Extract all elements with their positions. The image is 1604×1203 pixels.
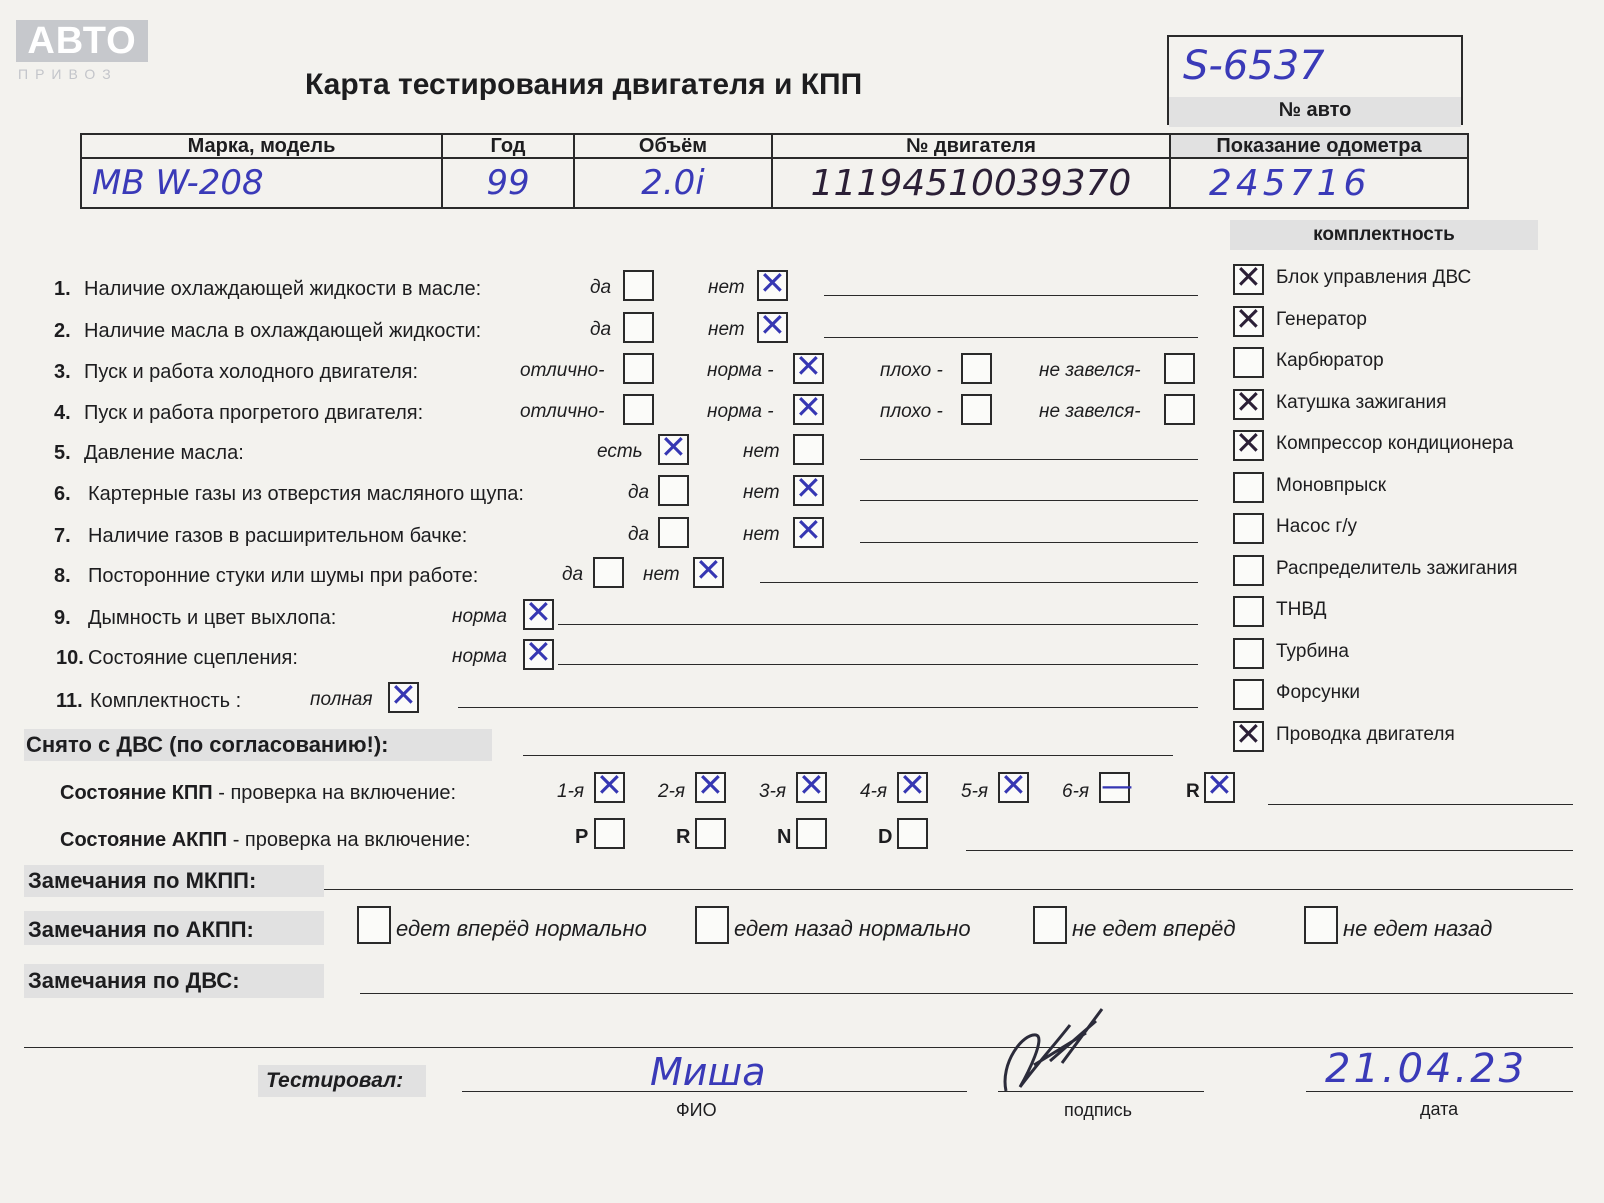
- row-label: Пуск и работа холодного двигателя:: [84, 361, 419, 383]
- row-option-label: норма: [452, 646, 507, 667]
- vehicle-info-table: [80, 133, 1469, 209]
- position-checkbox[interactable]: [897, 818, 928, 849]
- row-option-label: норма -: [707, 360, 774, 381]
- completeness-item-label: Катушка зажигания: [1276, 391, 1447, 413]
- engine-number-value: 11194510039370: [810, 162, 1132, 204]
- manual-gearbox-line: [1268, 804, 1573, 805]
- row-answer-line: [860, 542, 1198, 543]
- row-number: 6.: [54, 483, 71, 505]
- row-10-opt1-checkbox-mark: ✕: [525, 633, 552, 671]
- akpp-remark-checkbox[interactable]: [1033, 906, 1067, 944]
- remarks-dvs-line: [360, 993, 1573, 994]
- row-label: Наличие газов в расширительном бачке:: [88, 525, 468, 547]
- row-8-opt2-checkbox-mark: ✕: [695, 551, 722, 589]
- completeness-checkbox[interactable]: [1233, 472, 1264, 503]
- row-number: 9.: [54, 607, 71, 629]
- row-answer-line: [860, 459, 1198, 460]
- akpp-remark-label: едет вперёд нормально: [396, 916, 647, 941]
- row-number: 5.: [54, 442, 71, 464]
- row-option-label: не завелся-: [1039, 401, 1141, 422]
- logo-subtitle: ПРИВОЗ: [18, 66, 118, 82]
- row-label: Давление масла:: [84, 442, 244, 464]
- completeness-checkbox-mark: ✕: [1235, 382, 1262, 421]
- remarks-akpp-label: Замечания по АКПП:: [28, 917, 254, 942]
- row-5-opt2-checkbox[interactable]: [793, 434, 824, 465]
- volume-value: 2.0i: [641, 163, 705, 203]
- row-number: 11.: [56, 690, 83, 712]
- row-label: Посторонние стуки или шумы при работе:: [88, 565, 479, 587]
- make-value: MB W-208: [92, 163, 264, 203]
- gear-label: 2-я: [658, 781, 686, 802]
- row-number: 8.: [54, 565, 71, 587]
- auto-gearbox-label: Состояние АКПП - проверка на включение:: [60, 829, 471, 851]
- row-label: Состояние сцепления:: [88, 647, 298, 669]
- row-option-label: да: [590, 277, 612, 298]
- position-label: D: [878, 826, 893, 848]
- position-checkbox[interactable]: [796, 818, 827, 849]
- position-label: N: [777, 826, 792, 848]
- akpp-remark-checkbox[interactable]: [1304, 906, 1338, 944]
- row-number: 4.: [54, 402, 71, 424]
- completeness-checkbox-mark: ✕: [1235, 258, 1262, 296]
- row-option-label: норма: [452, 606, 507, 627]
- car-number-box: [1167, 35, 1463, 125]
- row-3-opt4-checkbox[interactable]: [1164, 353, 1195, 384]
- row-7-opt2-checkbox-mark: ✕: [795, 511, 822, 549]
- row-option-label: да: [628, 482, 650, 503]
- row-option-label: да: [562, 564, 584, 585]
- row-4-opt1-checkbox[interactable]: [623, 394, 654, 425]
- row-answer-line: [458, 707, 1198, 708]
- completeness-checkbox[interactable]: [1233, 679, 1264, 710]
- row-label: Пуск и работа прогретого двигателя:: [84, 402, 424, 424]
- year-label: Год: [490, 135, 526, 157]
- row-option-label: отлично-: [520, 360, 605, 381]
- date-label: дата: [1420, 1099, 1459, 1119]
- row-3-opt3-checkbox[interactable]: [961, 353, 992, 384]
- row-4-opt3-checkbox[interactable]: [961, 394, 992, 425]
- signature: [998, 1003, 1108, 1098]
- row-answer-line: [824, 295, 1198, 296]
- engine-number-label: № двигателя: [906, 135, 1036, 157]
- car-number-value: S-6537: [1183, 43, 1325, 89]
- gear-label: R: [1186, 781, 1200, 802]
- row-option-label: нет: [743, 524, 780, 545]
- position-checkbox[interactable]: [594, 818, 625, 849]
- row-3-opt2-checkbox-mark: ✕: [795, 347, 822, 385]
- row-label: Наличие масла в охлаждающей жидкости:: [84, 320, 482, 342]
- akpp-remark-checkbox[interactable]: [357, 906, 391, 944]
- remarks-mkpp-line: [324, 889, 1573, 890]
- page-title: Карта тестирования двигателя и КПП: [305, 68, 863, 101]
- row-2-opt1-checkbox[interactable]: [623, 312, 654, 343]
- row-4-opt2-checkbox-mark: ✕: [795, 388, 822, 426]
- remarks-mkpp-label: Замечания по МКПП:: [28, 868, 257, 893]
- row-number: 7.: [54, 525, 71, 547]
- year-value: 99: [486, 163, 530, 203]
- row-answer-line: [860, 500, 1198, 501]
- gear-checkbox-mark: —: [1101, 766, 1133, 804]
- row-number: 2.: [54, 320, 71, 342]
- row-option-label: норма -: [707, 401, 774, 422]
- completeness-item-label: Турбина: [1276, 640, 1349, 662]
- make-label: Марка, модель: [187, 135, 336, 157]
- row-option-label: да: [628, 524, 650, 545]
- signature-label: подпись: [1064, 1100, 1133, 1120]
- row-answer-line: [558, 664, 1198, 665]
- row-7-opt1-checkbox[interactable]: [658, 517, 689, 548]
- gear-checkbox-mark: ✕: [596, 766, 623, 804]
- completeness-item-label: Насос г/у: [1276, 516, 1358, 537]
- completeness-item-label: Карбюратор: [1276, 350, 1384, 371]
- logo: АВТО: [16, 20, 148, 62]
- tested-label: Тестировал:: [266, 1069, 404, 1092]
- completeness-item-label: Блок управления ДВС: [1276, 267, 1472, 288]
- gear-label: 1-я: [557, 781, 585, 802]
- completeness-item-label: Компрессор кондиционера: [1276, 433, 1514, 454]
- row-label: Дымность и цвет выхлопа:: [88, 607, 337, 629]
- row-option-label: полная: [310, 689, 373, 710]
- gear-label: 5-я: [961, 781, 989, 802]
- row-9-opt1-checkbox-mark: ✕: [525, 593, 552, 631]
- completeness-checkbox[interactable]: [1233, 596, 1264, 627]
- completeness-checkbox-mark: ✕: [1235, 424, 1262, 462]
- completeness-item-label: Генератор: [1276, 308, 1367, 330]
- row-label: Наличие охлаждающей жидкости в масле:: [84, 278, 482, 300]
- row-5-opt1-checkbox-mark: ✕: [660, 428, 687, 466]
- signature-line: [998, 1091, 1204, 1092]
- akpp-remark-label: не едет назад: [1343, 916, 1493, 941]
- akpp-remark-label: не едет вперёд: [1072, 916, 1236, 941]
- row-option-label: да: [590, 319, 612, 340]
- row-option-label: не завелся-: [1039, 360, 1141, 381]
- completeness-checkbox[interactable]: [1233, 347, 1264, 378]
- gear-checkbox-mark: ✕: [1000, 766, 1027, 804]
- volume-label: Объём: [638, 135, 708, 157]
- row-number: 10.: [56, 647, 84, 669]
- completeness-checkbox[interactable]: [1233, 513, 1264, 544]
- akpp-remark-checkbox[interactable]: [695, 906, 729, 944]
- row-number: 3.: [54, 361, 71, 383]
- completeness-item-label: Проводка двигателя: [1276, 723, 1455, 745]
- row-1-opt1-checkbox[interactable]: [623, 270, 654, 301]
- completeness-item-label: Форсунки: [1276, 682, 1360, 703]
- row-answer-line: [760, 582, 1198, 583]
- row-4-opt4-checkbox[interactable]: [1164, 394, 1195, 425]
- position-label: P: [575, 826, 589, 848]
- row-11-opt1-checkbox-mark: ✕: [390, 676, 417, 714]
- row-label: Картерные газы из отверстия масляного щупа:: [88, 483, 524, 505]
- row-option-label: плохо -: [880, 360, 943, 381]
- completeness-checkbox[interactable]: [1233, 555, 1264, 586]
- manual-gearbox-label: Состояние КПП - проверка на включение:: [60, 782, 457, 804]
- row-number: 1.: [54, 278, 71, 300]
- row-answer-line: [824, 337, 1198, 338]
- row-1-opt2-checkbox-mark: ✕: [759, 264, 786, 302]
- auto-gearbox-line: [966, 850, 1573, 851]
- date-value: 21.04.23: [1325, 1046, 1528, 1092]
- gear-checkbox-mark: ✕: [899, 766, 926, 804]
- row-option-label: плохо -: [880, 401, 943, 422]
- gear-checkbox-mark: ✕: [1206, 766, 1233, 804]
- position-label: R: [676, 826, 691, 848]
- car-number-label: № авто: [1278, 99, 1352, 121]
- completeness-item-label: Распределитель зажигания: [1276, 557, 1518, 579]
- completeness-checkbox-mark: ✕: [1235, 299, 1262, 338]
- removed-label: Снято с ДВС (по согласованию!):: [26, 732, 389, 757]
- row-option-label: нет: [643, 564, 680, 585]
- row-option-label: есть: [597, 441, 643, 462]
- remarks-dvs-label: Замечания по ДВС:: [28, 968, 240, 993]
- row-6-opt1-checkbox[interactable]: [658, 475, 689, 506]
- gear-label: 3-я: [759, 781, 787, 802]
- row-option-label: нет: [708, 319, 745, 340]
- row-8-opt1-checkbox[interactable]: [593, 557, 624, 588]
- row-3-opt1-checkbox[interactable]: [623, 353, 654, 384]
- akpp-remark-label: едет назад нормально: [734, 916, 971, 941]
- completeness-item-label: Моновпрыск: [1276, 474, 1387, 496]
- row-label: Комплектность :: [90, 690, 242, 712]
- completeness-checkbox-mark: ✕: [1235, 714, 1262, 753]
- completeness-checkbox[interactable]: [1233, 638, 1264, 669]
- position-checkbox[interactable]: [695, 818, 726, 849]
- row-6-opt2-checkbox-mark: ✕: [795, 469, 822, 507]
- gear-checkbox-mark: ✕: [798, 766, 825, 804]
- gear-checkbox-mark: ✕: [697, 766, 724, 804]
- row-option-label: нет: [743, 441, 780, 462]
- row-2-opt2-checkbox-mark: ✕: [759, 306, 786, 344]
- row-option-label: отлично-: [520, 401, 605, 422]
- odometer-label: Показание одометра: [1216, 135, 1422, 157]
- row-option-label: нет: [743, 482, 780, 503]
- completeness-title: комплектность: [1313, 224, 1455, 245]
- removed-line: [523, 755, 1173, 756]
- name-label: ФИО: [676, 1100, 717, 1120]
- row-option-label: нет: [708, 277, 745, 298]
- date-line: [1306, 1091, 1573, 1092]
- completeness-item-label: ТНВД: [1276, 599, 1327, 620]
- row-answer-line: [558, 624, 1198, 625]
- gear-label: 4-я: [860, 781, 888, 802]
- odometer-value: 245716: [1209, 162, 1371, 204]
- name-value: Миша: [650, 1050, 766, 1094]
- gear-label: 6-я: [1062, 781, 1090, 802]
